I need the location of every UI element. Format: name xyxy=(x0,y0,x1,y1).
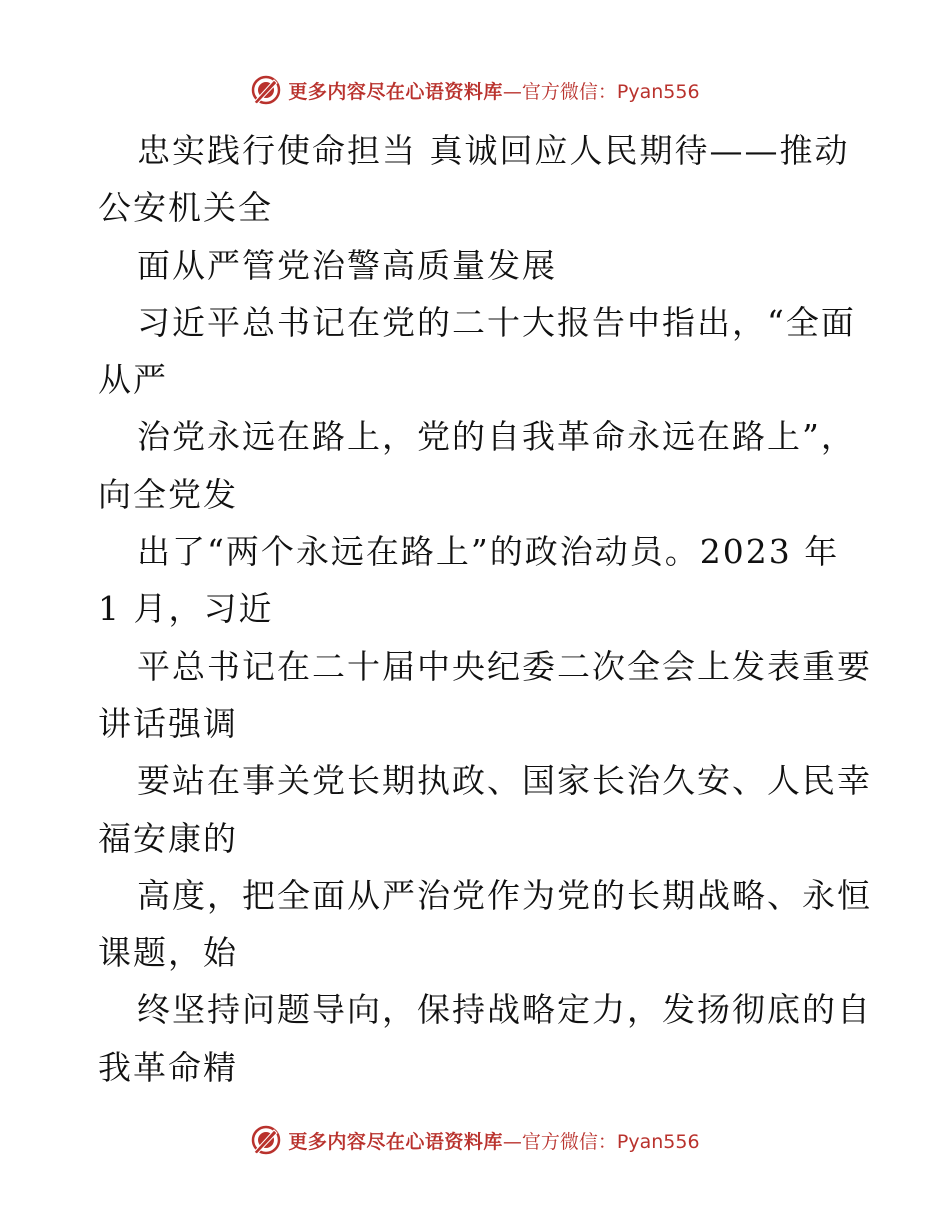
body-line: 讲话强调 xyxy=(98,703,238,743)
body-line: 要站在事关党长期执政、国家长治久安、人民幸 xyxy=(137,761,872,801)
document-body xyxy=(98,122,872,1096)
body-line: 习近平总书记在党的二十大报告中指出，“全面 xyxy=(137,302,856,342)
quill-seal-icon xyxy=(250,74,282,106)
footer-banner xyxy=(0,1120,950,1160)
quill-seal-icon xyxy=(250,1124,282,1156)
body-line: 终坚持问题导向，保持战略定力，发扬彻底的自 xyxy=(137,990,872,1030)
header-banner-title: 更多内容尽在心语资料库 xyxy=(288,80,503,103)
body-line: 治党永远在路上，党的自我革命永远在路上”， xyxy=(137,417,856,457)
footer-banner-title: 更多内容尽在心语资料库 xyxy=(288,1130,503,1153)
body-line: 福安康的 xyxy=(98,818,238,858)
body-line: 平总书记在二十届中央纪委二次全会上发表重要 xyxy=(137,646,872,686)
body-line: 向全党发 xyxy=(98,474,238,514)
body-line: 1 月，习近 xyxy=(98,589,274,629)
header-banner xyxy=(0,70,950,110)
body-line: 高度，把全面从严治党作为党的长期战略、永恒 xyxy=(137,875,872,915)
body-line: 面从严管党治警高质量发展 xyxy=(137,245,557,285)
body-line: 从严 xyxy=(98,360,168,400)
body-line: 公安机关全 xyxy=(98,188,273,228)
body-line: 出了“两个永远在路上”的政治动员。2023 年 xyxy=(137,532,840,572)
header-banner-wechat: —官方微信：Pyan556 xyxy=(502,80,700,103)
body-line: 我革命精 xyxy=(98,1047,238,1087)
body-line: 忠实践行使命担当 真诚回应人民期待——推动 xyxy=(137,131,850,170)
footer-banner-wechat: —官方微信：Pyan556 xyxy=(502,1130,700,1153)
body-line: 课题，始 xyxy=(98,933,238,973)
